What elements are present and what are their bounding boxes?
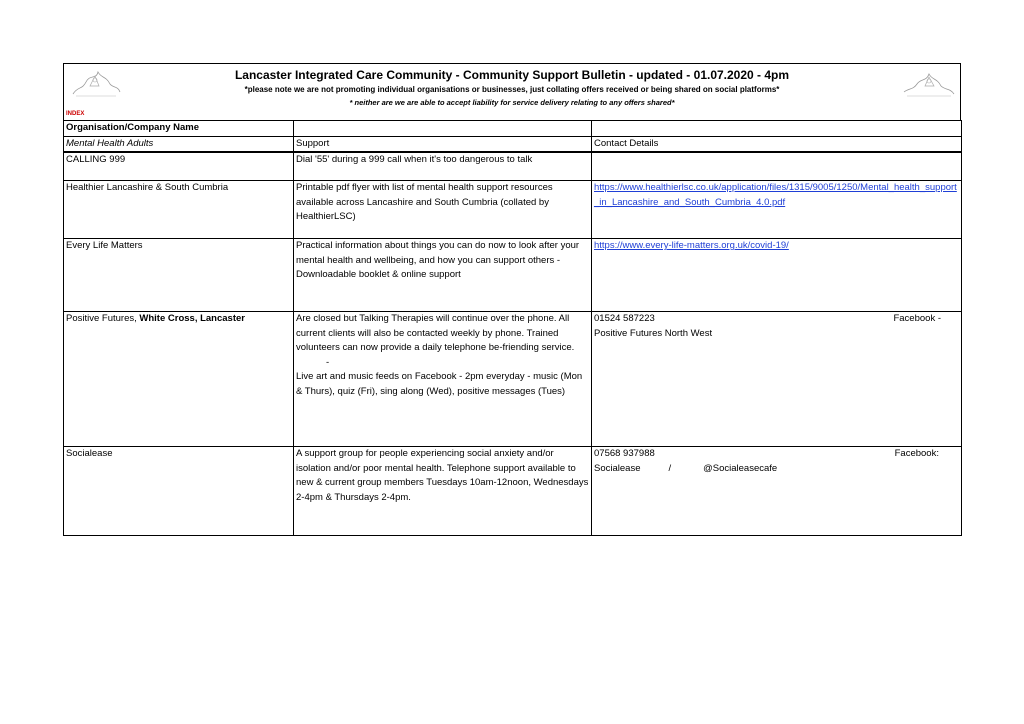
facebook-name: Positive Futures North West: [594, 327, 713, 339]
support-column-header: Support: [294, 136, 592, 152]
table-row: [64, 447, 962, 536]
healthier-lsc-link[interactable]: https://www.healthierlsc.co.uk/application/files/1315/9005/1250/Mental_health_support_in_Lancashire_and_South_Cumbria_4.0.pdf: [594, 182, 957, 208]
support-text: Are closed but Talking Therapies will continue over the phone. All current clients will also be contacted weekly by phone. Trained volunteers can now provide a daily telephone be-friending service.: [296, 313, 575, 353]
support-cell: Dial '55' during a 999 call when it's too dangerous to talk: [294, 152, 592, 181]
table-row: [64, 152, 962, 181]
org-name-cell: Socialease: [64, 447, 294, 536]
facebook-label: Facebook:: [894, 448, 939, 459]
separator: /: [668, 462, 672, 474]
contact-cell: [592, 447, 962, 536]
support-cell: [294, 312, 592, 447]
org-name-cell: [64, 312, 294, 447]
org-name: Positive Futures,: [66, 313, 140, 324]
org-name-cell: Every Life Matters: [64, 239, 294, 312]
empty-cell: [294, 121, 592, 137]
support-dash: -: [326, 356, 330, 368]
org-location: White Cross, Lancaster: [139, 313, 245, 324]
org-name-cell: Healthier Lancashire & South Cumbria: [64, 181, 294, 239]
org-name-header: Organisation/Company Name: [64, 121, 294, 137]
decorative-logo-icon: [901, 66, 956, 100]
contact-cell: [592, 152, 962, 181]
contact-cell: [592, 181, 962, 239]
support-cell: Printable pdf flyer with list of mental health support resources available across Lancashire and South Cumbria (collated by HealthierLSC): [294, 181, 592, 239]
table-row: [64, 239, 962, 312]
org-name-cell: CALLING 999: [64, 152, 294, 181]
disclaimer-note: *please note we are not promoting individual organisations or businesses, just collating offers received or being shared on social platforms*: [244, 85, 780, 94]
support-cell: Practical information about things you can do now to look after your mental health and wellbeing, and how you can support others - Downloadable booklet & online support: [294, 239, 592, 312]
facebook-label: Facebook -: [893, 313, 941, 324]
table-row: [64, 181, 962, 239]
index-link[interactable]: INDEX: [66, 111, 85, 117]
every-life-matters-link[interactable]: https://www.every-life-matters.org.uk/covid-19/: [594, 240, 789, 251]
liability-note: * neither are we are able to accept liability for service delivery relating to any offers shared*: [349, 98, 675, 107]
empty-cell: [592, 121, 962, 137]
bulletin-title: Lancaster Integrated Care Community - Community Support Bulletin - updated - 01.07.2020 - 4pm: [234, 68, 790, 82]
table-row: [64, 136, 962, 152]
bulletin-header: [63, 63, 961, 121]
support-table: [63, 120, 962, 536]
table-row: [64, 312, 962, 447]
section-heading: Mental Health Adults: [64, 136, 294, 152]
support-text: Live art and music feeds on Facebook - 2pm everyday - music (Mon & Thurs), quiz (Fri), sing along (Wed), positive messages (Tues): [296, 371, 583, 397]
facebook-handle: @Socialeasecafe: [703, 462, 778, 474]
phone-number: 01524 587223: [594, 313, 655, 324]
contact-cell: [592, 312, 962, 447]
table-row: [64, 121, 962, 137]
contact-cell: [592, 239, 962, 312]
phone-number: 07568 937988: [594, 448, 655, 459]
contact-column-header: Contact Details: [592, 136, 962, 152]
support-cell: A support group for people experiencing social anxiety and/or isolation and/or poor mental health. Telephone support available to new & current group members Tuesdays 10am-12noon, Wednesdays 2-4pm & Thursdays 2-4pm.: [294, 447, 592, 536]
facebook-name: Socialease: [594, 462, 641, 474]
